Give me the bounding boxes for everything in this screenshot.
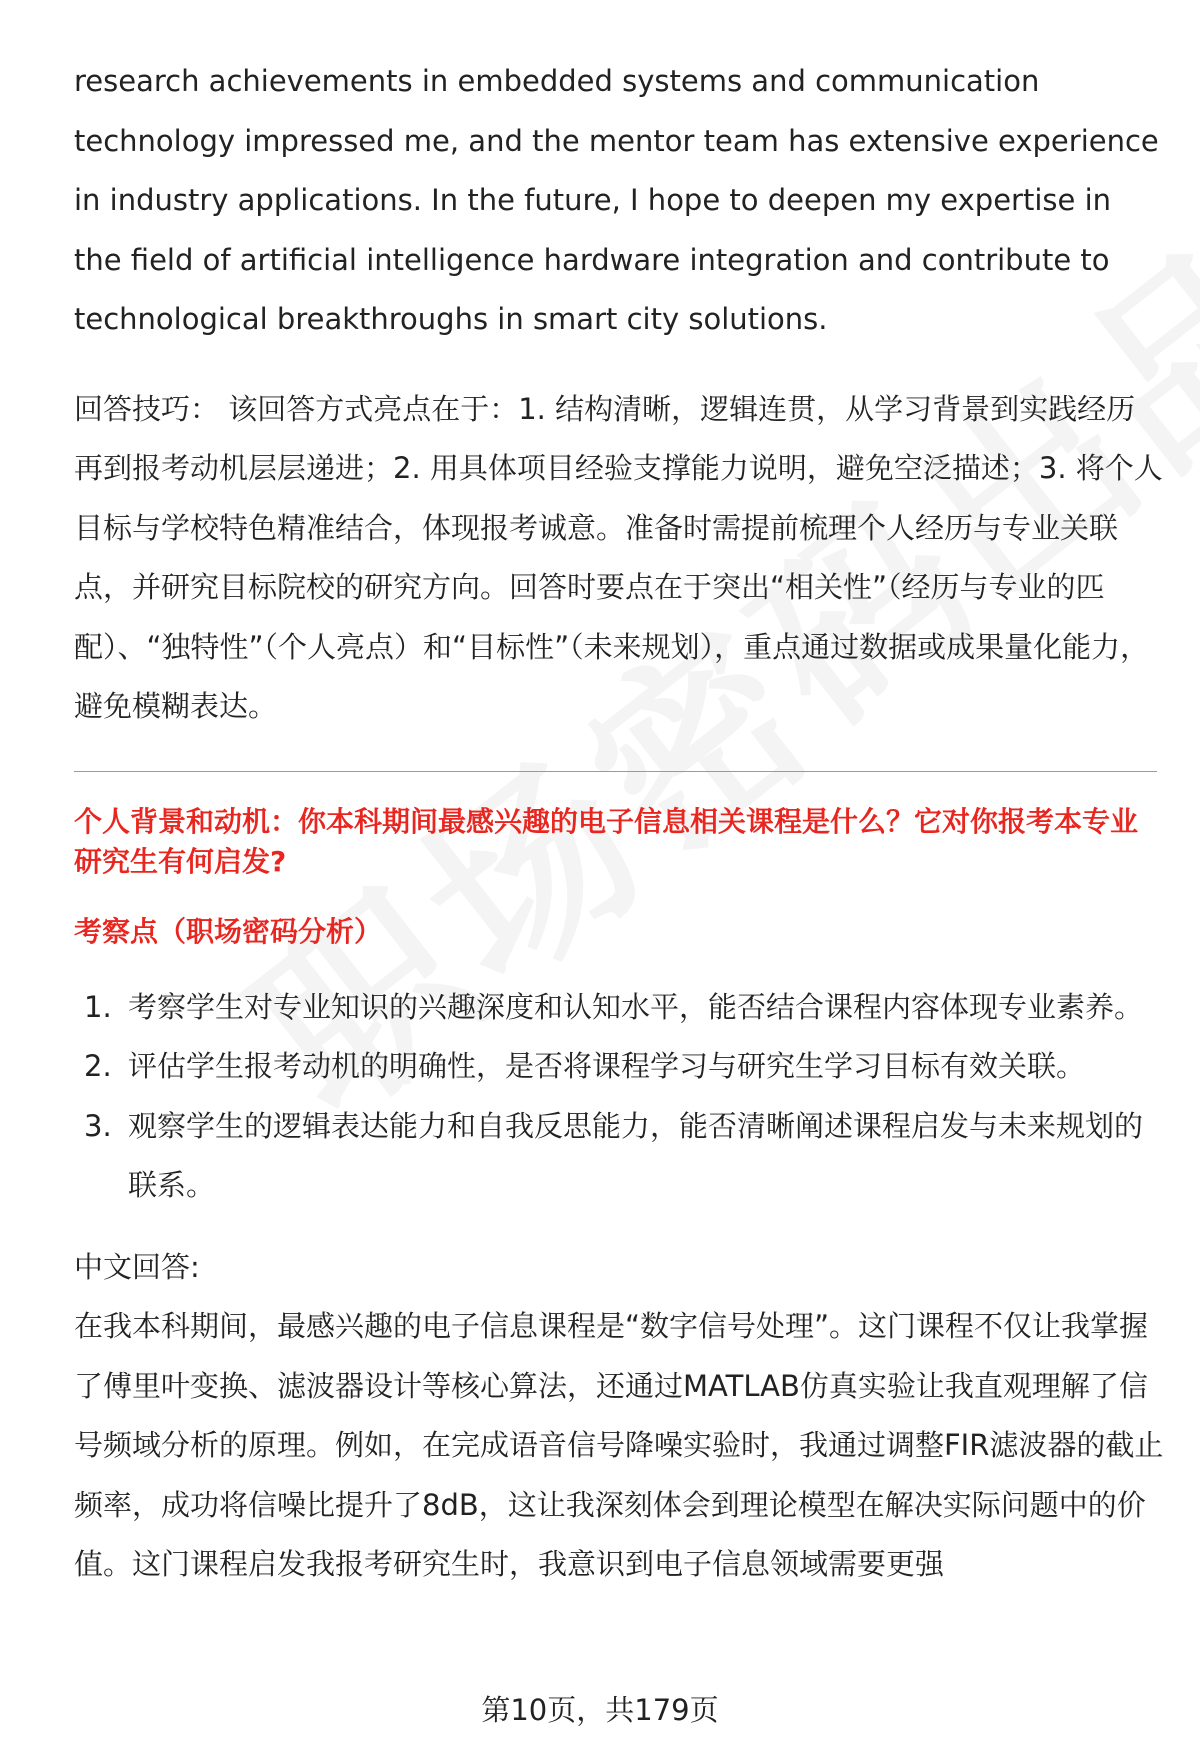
- intro-paragraph: research achievements in embedded systems and communication technology impressed me, and the mentor team has extensive experience in industry applications. In the future, I hope to deepen my expertise in the field of artificial intelligence hardware integration and contribute to technological breakthroughs in smart city solutions.: [74, 64, 1159, 336]
- tips-paragraph: 回答技巧： 该回答方式亮点在于：1. 结构清晰，逻辑连贯，从学习背景到实践经历再到报考动机层层递进；2. 用具体项目经验支撑能力说明，避免空泛描述；3. 将个人目标与学校特色精准结合，体现报考诚意。准备时需提前梳理个人经历与专业关联点，并研究目标院校的研究方向。回答时要点在于突出“相关性”（经历与专业的匹配）、“独特性”（个人亮点）和“目标性”（未来规划），重点通过数据或成果量化能力，避免模糊表达。: [74, 391, 1163, 723]
- list-item-number: 3.: [84, 1108, 112, 1143]
- list-item: [74, 978, 1164, 1038]
- page-number-footer: 第10页，共179页: [481, 1693, 719, 1727]
- answer-label: 中文回答:: [74, 1249, 200, 1284]
- list-item-number: 2.: [84, 1049, 112, 1083]
- analysis-subheading: 考察点（职场密码分析）: [74, 914, 383, 948]
- analysis-points-list: [74, 978, 1164, 1216]
- list-item-number: 1.: [84, 989, 112, 1024]
- list-item: [74, 1097, 1164, 1216]
- section-divider: [74, 771, 1157, 772]
- list-item-text: 考察学生对专业知识的兴趣深度和认知水平，能否结合课程内容体现专业素养。: [128, 989, 1144, 1024]
- list-item-text: 观察学生的逻辑表达能力和自我反思能力，能否清晰阐述课程启发与未来规划的联系。: [128, 1108, 1144, 1202]
- answer-paragraph: 在我本科期间，最感兴趣的电子信息课程是“数字信号处理”。这门课程不仅让我掌握了傅里叶变换、滤波器设计等核心算法，还通过MATLAB仿真实验让我直观理解了信号频域分析的原理。例如，在完成语音信号降噪实验时，我通过调整FIR滤波器的截止频率，成功将信噪比提升了8dB，这让我深刻体会到理论模型在解决实际问题中的价值。这门课程启发我报考研究生时，我意识到电子信息领域需要更强: [74, 1309, 1164, 1581]
- question-heading: 个人背景和动机：你本科期间最感兴趣的电子信息相关课程是什么？它对你报考本专业研究生有何启发?: [74, 804, 1139, 878]
- list-item-text: 评估学生报考动机的明确性，是否将课程学习与研究生学习目标有效关联。: [128, 1049, 1086, 1083]
- list-item: [74, 1037, 1164, 1097]
- document-page: [74, 52, 1164, 1595]
